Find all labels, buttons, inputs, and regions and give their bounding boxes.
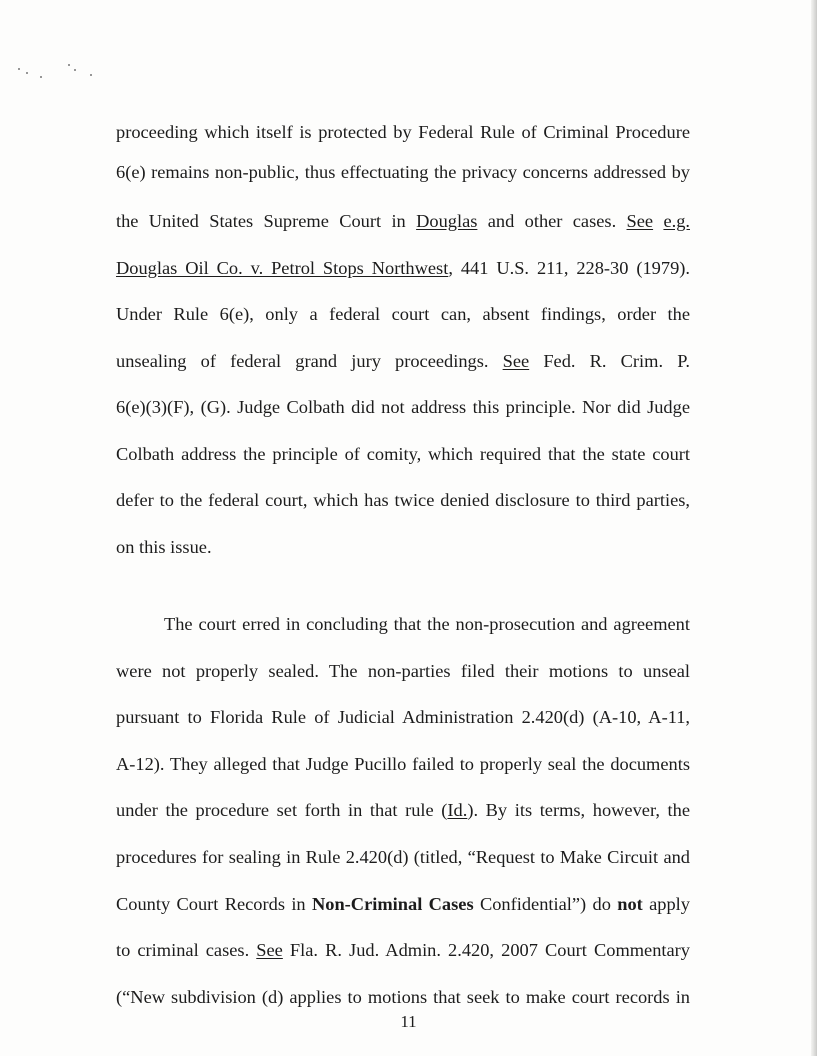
scan-specks <box>18 60 108 80</box>
p1-line-8: Colbath address the principle of comity, which required that the state court <box>116 444 690 464</box>
signal-eg: e.g. <box>663 211 690 231</box>
scan-edge <box>811 0 817 1056</box>
p1-line-7: 6(e)(3)(F), (G). Judge Colbath did not address this principle. Nor did Judge <box>116 397 690 417</box>
emphasis-not: not <box>617 894 643 914</box>
p2-line-3: pursuant to Florida Rule of Judicial Administration 2.420(d) (A-10, A-11, <box>116 707 690 727</box>
p1-line-6: unsealing of federal grand jury proceedings. See Fed. R. Crim. P. <box>116 351 690 371</box>
p1-line-2: 6(e) remains non-public, thus effectuating the privacy concerns addressed by <box>116 162 690 182</box>
case-name-douglas: Douglas <box>416 211 478 231</box>
p1-line-4: Douglas Oil Co. v. Petrol Stops Northwest, 441 U.S. 211, 228-30 (1979). <box>116 258 690 278</box>
p2-line-5: under the procedure set forth in that rule (Id.). By its terms, however, the <box>116 800 690 820</box>
p1-line-3: the United States Supreme Court in Douglas and other cases. See e.g. <box>116 211 690 231</box>
p1-line-9: defer to the federal court, which has twice denied disclosure to third parties, <box>116 490 690 510</box>
p2-line-6: procedures for sealing in Rule 2.420(d) (titled, “Request to Make Circuit and <box>116 847 690 867</box>
p2-line-9: (“New subdivision (d) applies to motions that seek to make court records in <box>116 987 690 1007</box>
p2-line-4: A-12). They alleged that Judge Pucillo failed to properly seal the documents <box>116 754 690 774</box>
p2-line-2: were not properly sealed. The non-parties filed their motions to unseal <box>116 661 690 681</box>
page-number: 11 <box>400 1012 417 1031</box>
case-citation: Douglas Oil Co. v. Petrol Stops Northwest <box>116 258 449 278</box>
signal-id: Id. <box>447 800 468 820</box>
p2-line-1: The court erred in concluding that the non-prosecution and agreement <box>164 614 690 634</box>
emphasis-non-criminal: Non-Criminal Cases <box>311 894 474 914</box>
signal-see: See <box>502 351 530 371</box>
p2-line-8: to criminal cases. See Fla. R. Jud. Admin. 2.420, 2007 Court Commentary <box>116 940 690 960</box>
p1-line-1: proceeding which itself is protected by Federal Rule of Criminal Procedure <box>116 122 690 142</box>
signal-see: See <box>626 211 654 231</box>
p2-line-7: County Court Records in Non-Criminal Cases Confidential”) do not apply <box>116 894 690 914</box>
signal-see: See <box>256 940 283 960</box>
p1-line-5: Under Rule 6(e), only a federal court can, absent findings, order the <box>116 304 690 324</box>
p1-line-10: on this issue. <box>116 537 212 557</box>
